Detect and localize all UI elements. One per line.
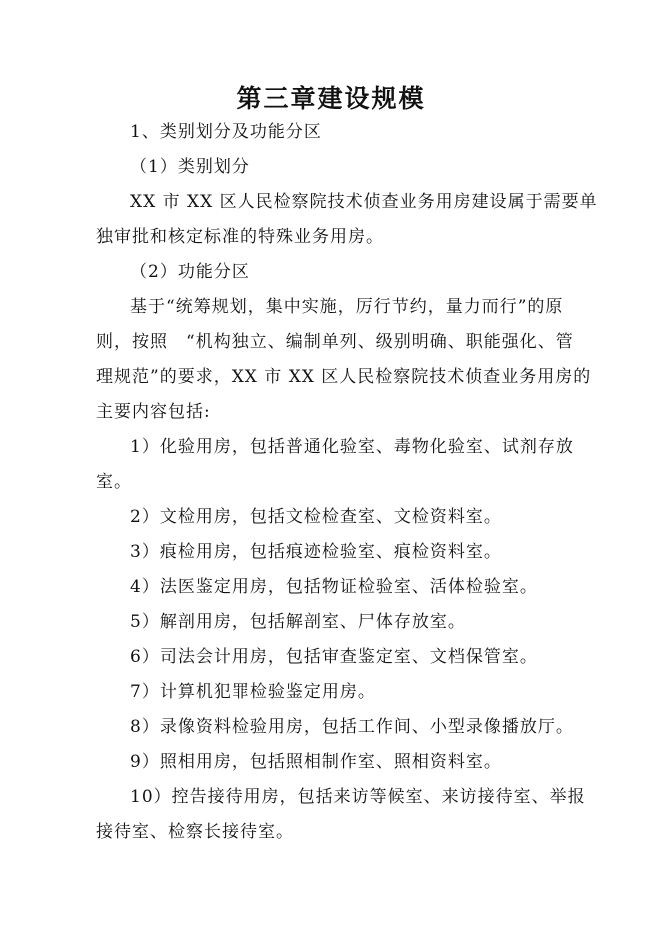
list-item: 10）控告接待用房，包括来访等候室、来访接待室、举报 — [130, 787, 586, 807]
list-item: 1）化验用房，包括普通化验室、毒物化验室、试剂存放 — [130, 437, 574, 457]
list-item: 7）计算机犯罪检验鉴定用房。 — [130, 682, 376, 702]
subsection-heading-function: （2）功能分区 — [130, 262, 250, 282]
list-item: 6）司法会计用房，包括审查鉴定室、文档保管室。 — [130, 647, 538, 667]
list-item: 3）痕检用房，包括痕迹检验室、痕检资料室。 — [130, 542, 502, 562]
list-item: 9）照相用房，包括照相制作室、照相资料室。 — [130, 752, 502, 772]
paragraph-line: 理规范”的要求，XX 市 XX 区人民检察院技术侦查业务用房的 — [96, 367, 592, 387]
subsection-heading-category: （1）类别划分 — [130, 157, 250, 177]
list-item: 8）录像资料检验用房，包括工作间、小型录像播放厅。 — [130, 717, 574, 737]
paragraph-line: 独审批和核定标准的特殊业务用房。 — [96, 227, 384, 247]
list-item-continuation: 接待室、检察长接待室。 — [96, 822, 294, 842]
section-heading: 1、类别划分及功能分区 — [130, 122, 322, 142]
paragraph-line: 基于“统筹规划，集中实施，厉行节约，量力而行”的原 — [130, 297, 564, 317]
paragraph-line: 则，按照 “机构独立、编制单列、级别明确、职能强化、管 — [96, 332, 574, 352]
paragraph-line: XX 市 XX 区人民检察院技术侦查业务用房建设属于需要单 — [130, 192, 598, 212]
list-item: 2）文检用房，包括文检检查室、文检资料室。 — [130, 507, 502, 527]
list-item-continuation: 室。 — [96, 472, 132, 492]
chapter-title: 第三章建设规模 — [236, 84, 426, 113]
list-item: 5）解剖用房，包括解剖室、尸体存放室。 — [130, 612, 466, 632]
paragraph-line: 主要内容包括: — [96, 402, 211, 422]
list-item: 4）法医鉴定用房，包括物证检验室、活体检验室。 — [130, 577, 538, 597]
